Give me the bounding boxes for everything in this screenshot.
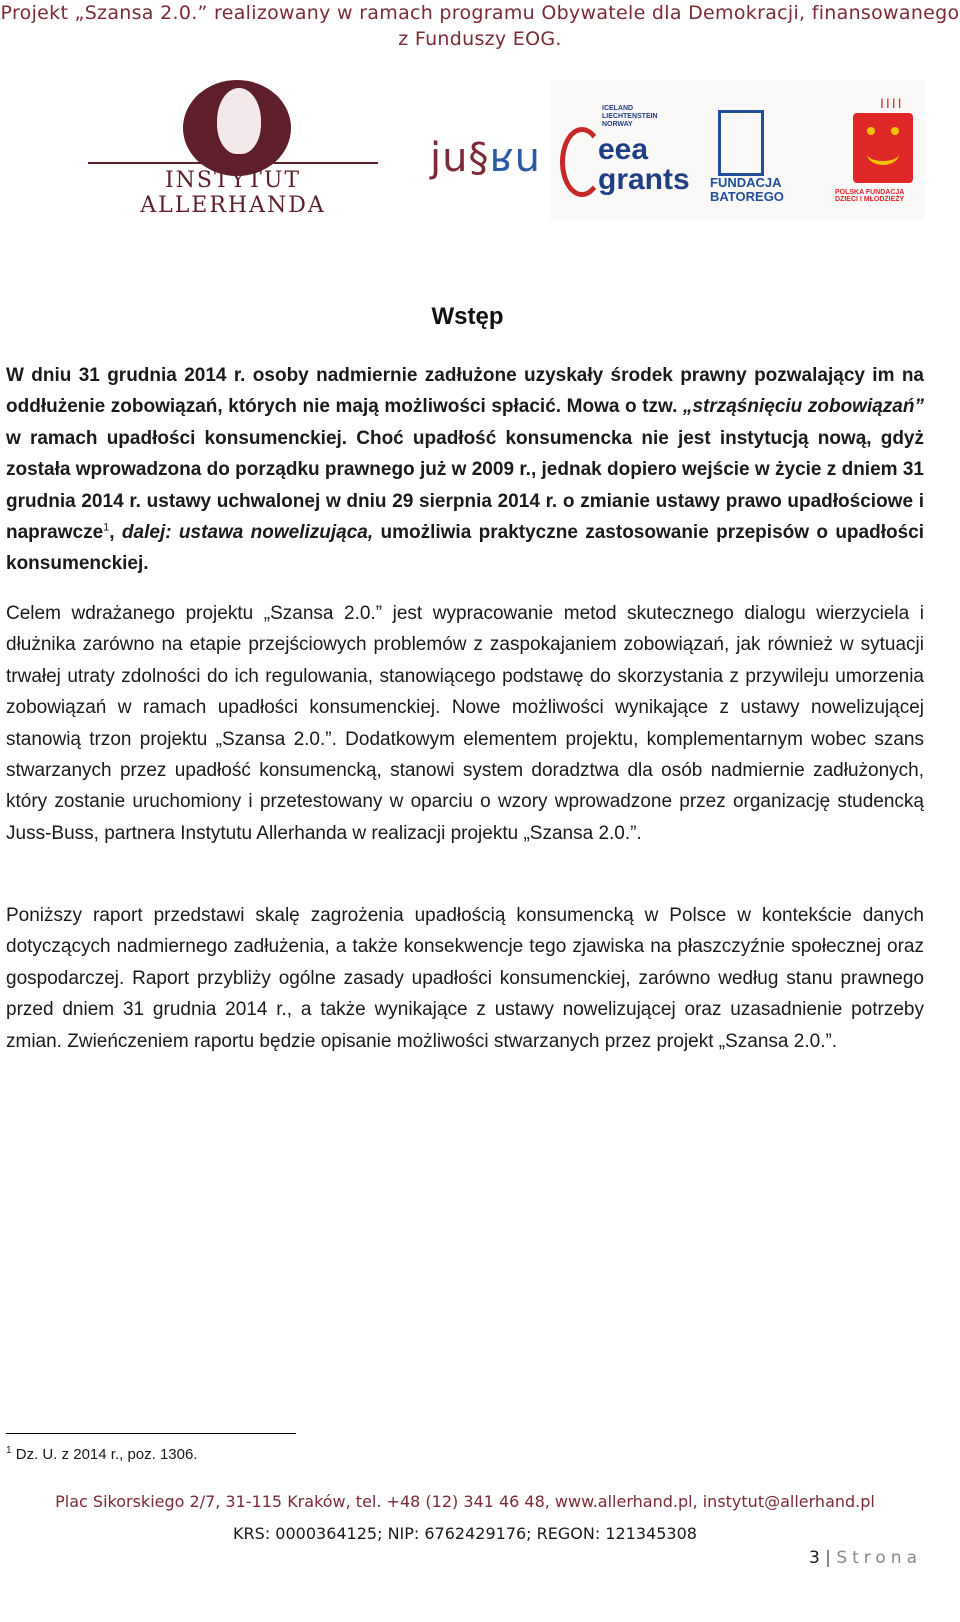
footnote-ref[interactable]: 1 [103,521,110,534]
intro-paragraph: W dniu 31 grudnia 2014 r. osoby nadmiernie zadłużone uzyskały środek prawny pozwalający im na oddłużenie zobowiązań, których nie mają możliwości spłacić. Mowa o tzw. „strząśnięciu zobowiązań” w ramach upadłości konsumenckiej. Choć upadłość konsumencka nie jest instytucją nową, gdyż została wprowadzona do porządku prawnego już w 2009 r., jednak dopiero wejście w życie z dniem 31 grudnia 2014 r. ustawy uchwalonej w dniu 29 sierpnia 2014 r. o zmianie ustawy prawo upadłościowe i naprawcze$^1$, dalej: ustawa nowelizująca, umożliwia praktyczne zastosowanie przepisów o upadłości konsumenckiej. [6,365,925,575]
allerhand-logo [88,80,378,218]
pfdim-logo: IIII POLSKA FUNDACJA DZIECI I MŁODZIEŻY [825,95,920,215]
jussbuss-logo: ju§ʁu [430,135,541,181]
batory-emblem-icon [718,110,764,176]
section-title: Wstęp [431,303,504,330]
logo-strip [0,80,960,230]
page-number: 3 | Strona [808,1548,922,1568]
header-project-line-1: Projekt „Szansa 2.0.” realizowany w ramach programu Obywatele dla Demokracji, finansowanego [0,2,960,24]
fundacja-batorego-logo: FUNDACJA BATOREGO [710,110,780,210]
report-scope-paragraph: Poniższy raport przedstawi skalę zagrożenia upadłością konsumencką w Polsce w kontekście danych dotyczących nadmiernego zadłużenia, a także konsekwencje tego zjawiska na płaszczyźnie społecznej oraz gospodarczej. Raport przybliży ogólne zasady upadłości konsumenckiej, zarówno według stanu prawnego przed dniem 31 grudnia 2014 r., a także wynikające z ustawy nowelizującej oraz uzasadnienie potrzeby zmian. Zwieńczeniem raportu będzie opisanie możliwości stwarzanych przez projekt „Szansa 2.0.”. [6,905,924,1052]
eea-grants-logo: ICELAND LIECHTENSTEIN NORWAY eea grants [560,105,680,215]
footer-registry: KRS: 0000364125; NIP: 6762429176; REGON: 121345308 [233,1524,697,1543]
footnote: $^1$ Dz. U. z 2014 r., poz. 1306. [6,1445,198,1463]
smiley-icon [853,113,913,183]
header-project-line-2: z Funduszy EOG. [398,28,562,50]
footer-address: Plac Sikorskiego 2/7, 31-115 Kraków, tel. +48 (12) 341 46 48, www.allerhand.pl, instytut@allerhand.pl [55,1492,875,1511]
allerhand-logo-text: INSTYTUT ALLERHANDA [140,168,326,218]
footnote-divider [6,1433,296,1434]
project-goal-paragraph: Celem wdrażanego projektu „Szansa 2.0.” jest wypracowanie metod skutecznego dialogu wierzyciela i dłużnika zarówno na etapie przejściowych problemów z zaspokajaniem zobowiązań, jak również w sytuacji trwałej utraty zdolności do ich regulowania, stanowiącego podstawę do skorzystania z przywileju umorzenia zobowiązań w ramach upadłości konsumenckiej. Nowe możliwości wynikające z ustawy nowelizującej stanowią trzon projektu „Szansa 2.0.”. Dodatkowym elementem projektu, komplementarnym wobec szans stwarzanych przez upadłość konsumencką, stanowi system doradztwa dla osób nadmiernie zadłużonych, który zostanie uruchomiony i przetestowany w oparciu o wzory wprowadzone przez organizację studencką Juss-Buss, partnera Instytutu Allerhanda w realizacji projektu „Szansa 2.0.”. [6,603,924,844]
partner-logos-panel [550,80,925,220]
